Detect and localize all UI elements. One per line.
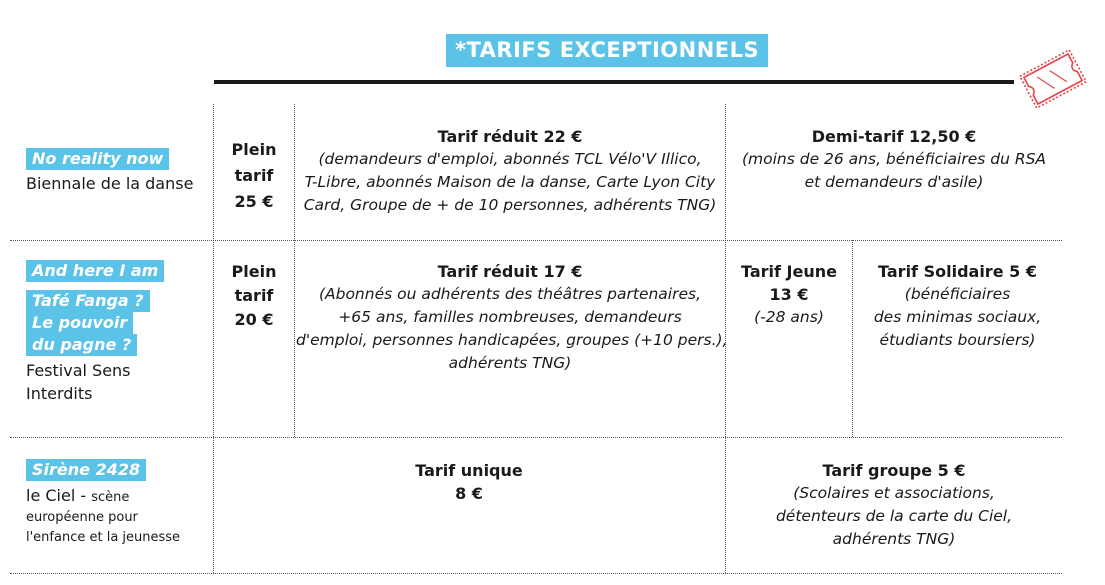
venue-label: [26, 484, 180, 508]
row-divider-1: [10, 240, 1062, 241]
condition-line: et demandeurs d'asile): [804, 173, 984, 191]
show-tag: And here I am: [26, 260, 164, 282]
condition-line: T-Libre, abonnés Maison de la danse, Carte Lyon City: [304, 173, 716, 191]
reduced-price-cell: [296, 125, 724, 217]
solidarity-conditions: [854, 283, 1061, 352]
condition-line: (demandeurs d'emploi, abonnés TCL Vélo'V Illico,: [318, 150, 702, 168]
title-underline: [214, 80, 1014, 84]
full-price-cell: [214, 137, 294, 215]
solidarity-title: Tarif Solidaire 5 €: [878, 262, 1037, 281]
reduced-title: Tarif réduit 17 €: [437, 262, 583, 281]
show-tag: du pagne ?: [26, 334, 137, 356]
half-price-conditions: [727, 148, 1061, 194]
reduced-conditions: [296, 148, 724, 217]
column-divider: [213, 437, 214, 573]
young-price: 13 €: [769, 285, 809, 304]
column-divider: [725, 104, 726, 437]
young-condition: (-28 ans): [754, 308, 824, 326]
column-divider: [852, 240, 853, 437]
reduced-price-cell: [296, 260, 728, 375]
show-tag: No reality now: [26, 148, 169, 170]
full-price-label: Plein: [231, 140, 277, 159]
show-tag: Sirène 2428: [26, 459, 146, 481]
solidarity-price-cell: [854, 260, 1061, 352]
venue-name: le Ciel -: [26, 486, 92, 505]
row-divider-3: [10, 573, 1062, 574]
full-price-cell: [214, 260, 294, 332]
condition-line: Card, Groupe de + de 10 personnes, adhérents TNG): [303, 196, 717, 214]
single-price-cell: [214, 459, 724, 505]
full-price-label: tarif: [234, 166, 274, 185]
condition-line: adhérents TNG): [448, 354, 572, 372]
venue-subtitle: scène: [91, 490, 130, 505]
venue-subtitle: l'enfance et la jeunesse: [26, 530, 181, 545]
ticket-icon: [1014, 44, 1092, 114]
condition-line: des minimas sociaux,: [873, 308, 1042, 326]
condition-line: d'emploi, personnes handicapées, groupes (+10 pers.),: [296, 331, 728, 349]
half-price-cell: [727, 125, 1061, 194]
full-price-label: tarif: [234, 286, 274, 305]
full-price-amount: 25 €: [234, 192, 274, 211]
group-price-title: Tarif groupe 5 €: [822, 461, 966, 480]
reduced-conditions: [296, 283, 728, 375]
venue-label: Festival Sens: [26, 361, 131, 380]
venue-label: Biennale de la danse: [26, 174, 194, 193]
group-price-cell: [727, 459, 1061, 551]
venue-subtitle: européenne pour: [26, 510, 138, 525]
reduced-title: Tarif réduit 22 €: [437, 127, 583, 146]
row-1-title-cell: [26, 148, 193, 195]
condition-line: adhérents TNG): [832, 530, 956, 548]
condition-line: (Abonnés ou adhérents des théâtres partenaires,: [318, 285, 702, 303]
single-price-title: Tarif unique: [415, 461, 523, 480]
half-price-title: Demi-tarif 12,50 €: [811, 127, 977, 146]
condition-line: (bénéficiaires: [904, 285, 1011, 303]
young-price-cell: [727, 260, 851, 329]
single-price-amount: 8 €: [455, 484, 483, 503]
row-divider-2: [10, 437, 1062, 438]
condition-line: (moins de 26 ans, bénéficiaires du RSA: [741, 150, 1047, 168]
condition-line: +65 ans, familles nombreuses, demandeurs: [338, 308, 682, 326]
show-tag: Le pouvoir: [26, 312, 133, 334]
group-conditions: [727, 482, 1061, 551]
page-title: *TARIFS EXCEPTIONNELS: [446, 34, 768, 67]
column-divider: [725, 437, 726, 573]
condition-line: (Scolaires et associations,: [793, 484, 995, 502]
row-3-title-cell: [26, 459, 180, 548]
venue-label: Interdits: [26, 384, 93, 403]
show-tag: Tafé Fanga ?: [26, 290, 150, 312]
young-title: Tarif Jeune: [741, 262, 837, 281]
full-price-label: Plein: [231, 262, 277, 281]
condition-line: étudiants boursiers): [879, 331, 1036, 349]
row-2-title-cell: [26, 260, 164, 405]
full-price-amount: 20 €: [234, 310, 274, 329]
condition-line: détenteurs de la carte du Ciel,: [775, 507, 1013, 525]
column-divider: [294, 104, 295, 437]
